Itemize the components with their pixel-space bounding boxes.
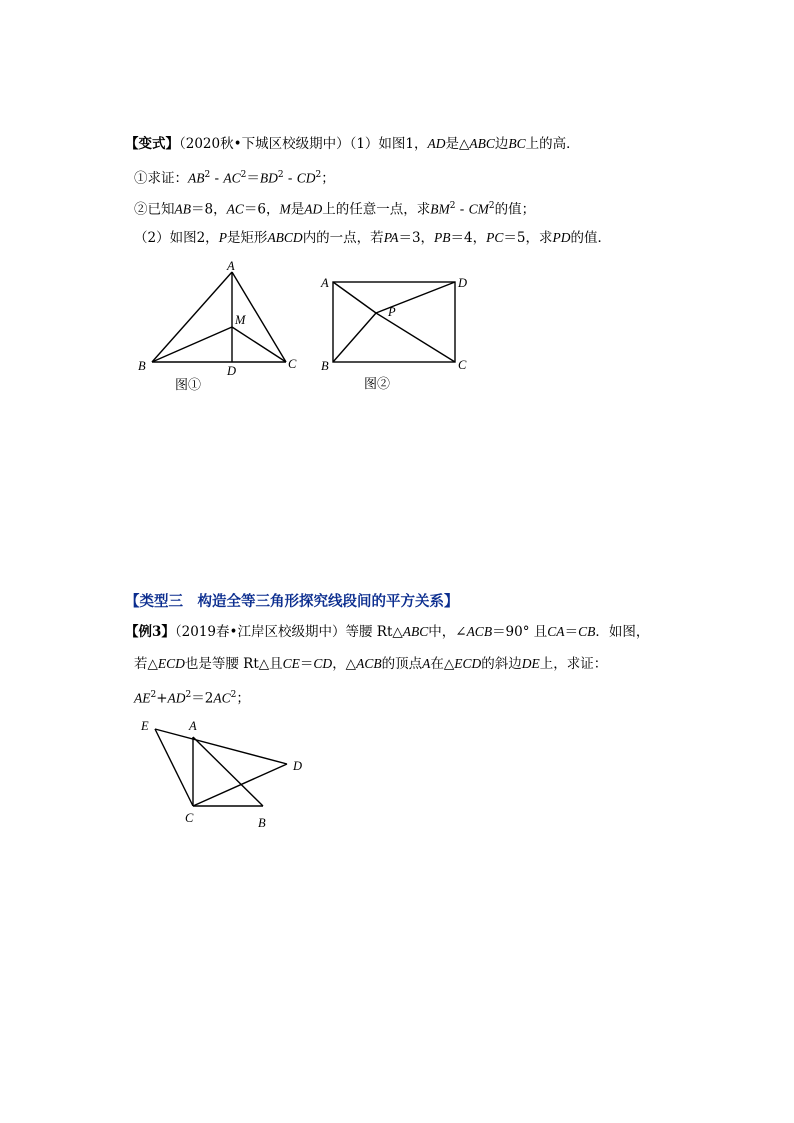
text: 在△: [430, 656, 455, 672]
exponent: 2: [230, 690, 237, 700]
text: -: [210, 170, 224, 187]
math-var: AC: [213, 690, 231, 706]
math-var: ECD: [157, 656, 185, 671]
figure-1-caption: 图①: [175, 378, 202, 393]
math-var: ECD: [454, 656, 482, 671]
math-var: AC: [223, 170, 241, 186]
segment-pb: [333, 313, 376, 362]
text: 内的一点，若: [302, 230, 384, 246]
math-var: PB: [434, 230, 451, 245]
text: ＝: [246, 170, 260, 187]
exponent: 2: [150, 690, 157, 700]
segment-ab: [152, 272, 232, 362]
text: 是: [290, 201, 305, 218]
text: 上的高．: [525, 136, 580, 152]
text: 的值；: [494, 201, 536, 218]
label-d: D: [458, 276, 468, 290]
math-var: PC: [486, 230, 504, 245]
math-var: AB: [188, 170, 205, 186]
variant-line-4: [134, 229, 611, 247]
text: ＝8，: [191, 201, 227, 218]
label-c: C: [458, 358, 467, 372]
math-var: CE: [282, 656, 300, 671]
figure-1-triangle: [130, 255, 305, 385]
math-var: BD: [259, 170, 278, 186]
math-var: PD: [552, 230, 571, 245]
example3-line-2: [134, 655, 607, 673]
example3-source: （2019春•江岸区校级期中）: [174, 624, 346, 640]
math-var: CD: [313, 656, 333, 671]
exponent: 2: [488, 201, 495, 211]
text: 上的任意一点，求: [322, 201, 431, 218]
label-b: B: [321, 359, 329, 373]
exponent: 2: [204, 170, 211, 180]
math-var: ACB: [356, 656, 382, 671]
math-var: AD: [304, 201, 323, 217]
text: 是△: [445, 136, 470, 152]
label-c: C: [288, 357, 297, 371]
text: -: [283, 170, 297, 187]
math-var: M: [279, 201, 291, 217]
text: 的顶点: [381, 656, 423, 672]
label-a: A: [321, 276, 329, 290]
text: ＝6，: [243, 201, 280, 218]
text: ②已知: [134, 201, 175, 218]
text: ＝90° 且: [492, 624, 548, 640]
example3-tag: 【例3】: [125, 624, 175, 640]
math-var: P: [218, 230, 227, 245]
variant-line-1: [125, 135, 580, 153]
text: 的斜边: [481, 656, 522, 672]
label-b: B: [258, 816, 266, 830]
math-var: A: [422, 656, 431, 671]
text: ．如图，: [595, 624, 650, 640]
segment-pa: [333, 282, 376, 313]
figure-2-rectangle: [315, 270, 475, 375]
text: -: [455, 201, 469, 218]
text: 等腰 Rt△: [345, 624, 403, 640]
label-a: A: [227, 259, 235, 273]
text: ；: [236, 690, 250, 707]
math-var: BM: [430, 201, 450, 217]
math-var: CM: [468, 201, 489, 217]
text: （1）如图1，: [349, 136, 428, 152]
text: 是矩形: [226, 230, 268, 246]
label-m: M: [235, 313, 246, 327]
label-d: D: [293, 759, 303, 773]
variant-tag: 【变式】: [125, 136, 179, 152]
example3-line-3: [134, 686, 250, 708]
section-heading: 【类型三 构造全等三角形探究线段间的平方关系】: [125, 593, 459, 610]
text: 若△: [134, 656, 158, 672]
text: ＝5，求: [503, 230, 553, 246]
example3-line-1: [125, 623, 649, 641]
segment-ec: [155, 729, 193, 806]
math-var: AD: [167, 690, 186, 706]
text: +: [156, 690, 168, 707]
text: ①求证：: [134, 170, 188, 187]
text: ；: [321, 170, 335, 187]
text: ，△: [332, 656, 357, 672]
segment-pc: [376, 313, 455, 362]
math-var: AE: [134, 690, 151, 706]
segment-bm: [152, 327, 232, 362]
math-var: AB: [174, 201, 191, 217]
text: ＝: [564, 624, 579, 640]
variant-source: （2020秋•下城区校级期中）: [179, 136, 350, 152]
math-var: AD: [427, 136, 446, 151]
label-b: B: [138, 359, 146, 373]
math-var: CD: [296, 170, 316, 186]
label-a: A: [189, 719, 197, 733]
text: 中，∠: [428, 624, 467, 640]
text: 的值．: [570, 230, 611, 246]
figure-3-triangles: [130, 710, 320, 835]
exponent: 2: [240, 170, 247, 180]
math-var: DE: [521, 656, 540, 671]
segment-cm: [232, 327, 286, 362]
text: 上，求证：: [539, 656, 608, 672]
text: ＝3，: [398, 230, 435, 246]
segment-ab: [193, 737, 263, 806]
figure-2-caption: 图②: [364, 377, 391, 392]
variant-line-3: [134, 197, 535, 219]
exponent: 2: [185, 690, 192, 700]
segment-ed: [155, 729, 287, 764]
segment-cd: [193, 764, 287, 806]
exponent: 2: [277, 170, 284, 180]
math-var: BC: [508, 136, 526, 151]
math-var: ABC: [402, 624, 429, 639]
variant-line-2: [134, 166, 335, 188]
math-var: ABCD: [267, 230, 303, 245]
math-var: ACB: [466, 624, 493, 639]
label-d: D: [227, 364, 237, 378]
label-c: C: [185, 811, 194, 825]
text: ＝4，: [450, 230, 487, 246]
math-var: PA: [383, 230, 399, 245]
text: ＝: [299, 656, 314, 672]
math-var: CA: [547, 624, 565, 639]
text: （2）如图2，: [134, 230, 219, 246]
text: 边: [494, 136, 509, 152]
math-var: AC: [226, 201, 244, 217]
math-var: ABC: [469, 136, 495, 151]
text: ＝2: [191, 690, 214, 707]
exponent: 2: [315, 170, 322, 180]
math-var: CB: [578, 624, 596, 639]
text: 也是等腰 Rt△且: [184, 656, 283, 672]
label-e: E: [141, 719, 149, 733]
label-p: P: [388, 305, 396, 319]
exponent: 2: [449, 201, 456, 211]
